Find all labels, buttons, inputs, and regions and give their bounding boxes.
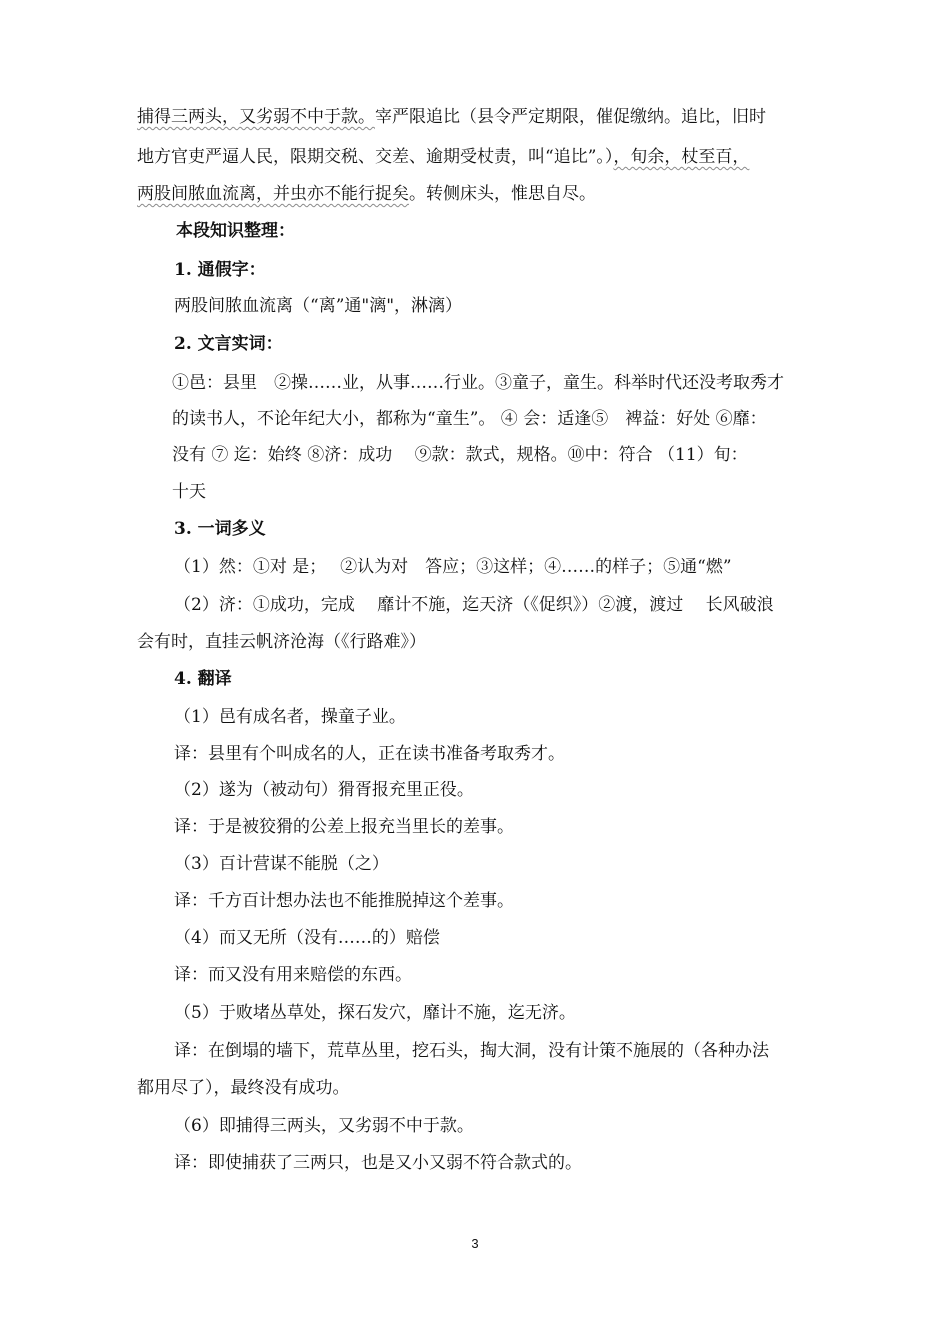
summary-heading: 本段知识整理：	[176, 221, 295, 241]
section-1-title: 1. 通假字：	[174, 260, 266, 280]
section-2-line: ①邑：县里 ②操……业，从事……行业。③童子，童生。科举时代还没考取秀才	[172, 373, 784, 393]
translation-line: （6）即捕得三两头，又劣弱不中于款。	[174, 1116, 474, 1136]
text-run: 。转侧床头，惟思自尽。	[409, 184, 596, 204]
underlined-text: ，旬余，杖至百，	[613, 147, 750, 167]
section-3-line: 会有时，直挂云帆济沧海（《行路难》）	[137, 632, 426, 652]
translation-line: 译：在倒塌的墙下，荒草丛里，挖石头，掏大洞，没有计策不施展的（各种办法	[174, 1041, 769, 1061]
section-2-line: 的读书人，不论年纪大小，都称为“童生”。 ④ 会：适逢⑤ 裨益：好处 ⑥靡：	[172, 409, 767, 429]
underlined-text: 两股间脓血流离，并虫亦不能行捉矣	[137, 184, 409, 204]
section-4-title: 4. 翻译	[174, 669, 232, 689]
text-run: 宰严限追比（县令严定期限，催促缴纳。追比，旧时	[375, 107, 766, 127]
section-3-line: （1）然：①对 是； ②认为对 答应；③这样；④……的样子；⑤通“燃”	[174, 557, 732, 577]
translation-line: 译：而又没有用来赔偿的东西。	[174, 965, 412, 985]
body-line-1	[137, 105, 766, 129]
translation-line: （3）百计营谋不能脱（之）	[174, 854, 389, 874]
section-3-title: 3. 一词多义	[174, 519, 266, 539]
translation-line: 都用尽了），最终没有成功。	[137, 1078, 350, 1098]
translation-line: 译：县里有个叫成名的人，正在读书准备考取秀才。	[174, 744, 565, 764]
body-line-2	[137, 145, 749, 169]
translation-line: 译：千方百计想办法也不能推脱掉这个差事。	[174, 891, 514, 911]
translation-line: （1）邑有成名者，操童子业。	[174, 707, 406, 727]
section-1-item: 两股间脓血流离（“离”通"漓"，淋漓）	[174, 296, 463, 316]
translation-line: 译：于是被狡猾的公差上报充当里长的差事。	[174, 817, 514, 837]
text-run: 地方官吏严逼人民，限期交税、交差、逾期受杖责，叫“追比”。）	[137, 147, 614, 167]
page-number: 3	[471, 1236, 479, 1251]
translation-line: 译：即使捕获了三两只，也是又小又弱不符合款式的。	[174, 1153, 582, 1173]
body-line-3	[137, 182, 596, 206]
section-2-line: 没有 ⑦ 迄：始终 ⑧济：成功 ⑨款：款式，规格。⑩中：符合 （11）旬：	[172, 445, 748, 465]
translation-line: （2）遂为（被动句）猾胥报充里正役。	[174, 780, 474, 800]
translation-line: （5）于败堵丛草处，探石发穴，靡计不施，迄无济。	[174, 1003, 576, 1023]
section-2-line: 十天	[172, 482, 206, 502]
section-2-title: 2. 文言实词：	[174, 334, 283, 354]
underlined-text: 捕得三两头，又劣弱不中于款。	[137, 107, 375, 127]
section-3-line: （2）济：①成功，完成 靡计不施，迄天济（《促织》）②渡，渡过 长风破浪	[174, 595, 774, 615]
translation-line: （4）而又无所（没有……的）赔偿	[174, 928, 440, 948]
